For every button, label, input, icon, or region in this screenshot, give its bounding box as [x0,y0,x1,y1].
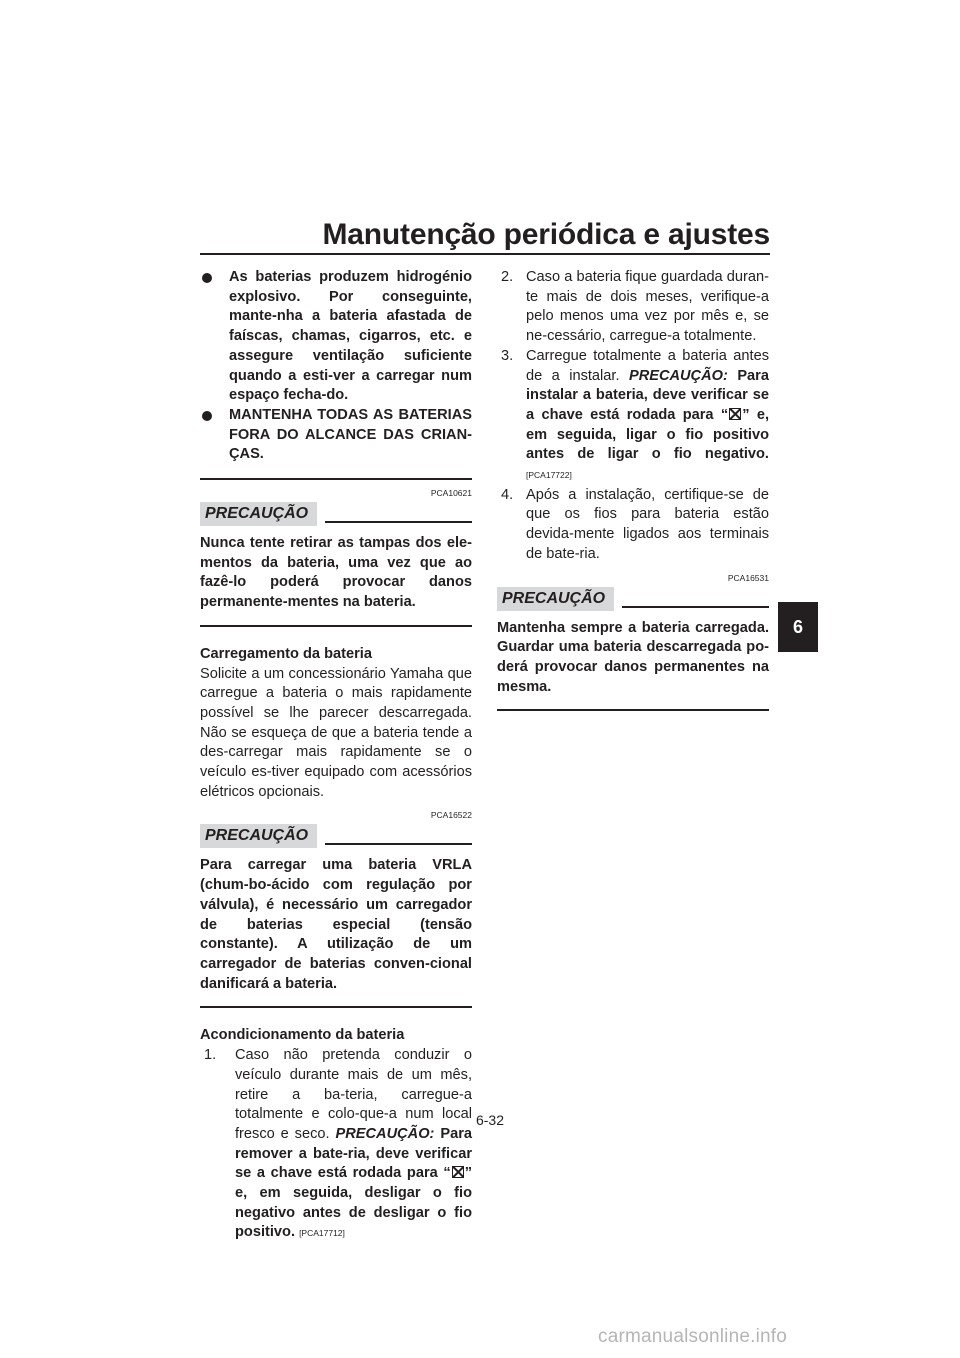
storage-step-3 [497,347,769,486]
step-number: 3. [501,347,514,364]
caution-code: PCA16531 [727,572,769,583]
bullet-dot-icon [202,273,212,283]
watermark: carmanualsonline.info [598,1326,788,1347]
caution-header-rule [325,521,472,523]
step-number: 1. [204,1047,217,1064]
step-caution-text-b: ” e, em seguida, desligar o fio negativo antes de desligar o fio positivo. [235,1165,472,1241]
section-heading-charging: Carregamento da bateria [200,645,372,662]
warning-bullet-hydrogen [200,268,472,406]
caution-header [497,587,769,611]
chapter-tab: 6 [778,602,818,652]
caution-header-rule [622,606,769,608]
storage-step-4 [497,486,769,565]
caution-label: PRECAUÇÃO [200,824,317,848]
step-caution-text-b: ” e, em seguida, ligar o fio positivo antes de ligar o fio negativo. [526,406,769,463]
step-caution-text-a: Para remover a bate-ria, deve verificar se a chave está rodada para “ [235,1125,472,1182]
caution-header [200,502,472,526]
caution-header [200,824,472,848]
step-code: [PCA17722] [526,470,572,481]
caution-header-rule [325,843,472,845]
warning-bullet-children [200,406,472,465]
page-title: Manutenção periódica e ajustes [322,218,770,251]
step-text: Após a instalação, certifique-se de que os fios para bateria estão devida-mente ligados aos terminais de bate-ria. [526,486,769,562]
step-code: [PCA17712] [299,1228,345,1239]
key-off-icon [729,408,741,420]
bullet-text: MANTENHA TODAS AS BATERIAS FORA DO ALCANCE DAS CRIAN-ÇAS. [229,406,472,463]
step-caution-text-a: Para instalar a bateria, deve verificar se a chave está rodada para “ [526,367,769,423]
step-number: 4. [501,486,514,503]
step-caution-label: PRECAUÇÃO: [628,367,728,384]
header-rule [200,253,770,255]
step-number: 2. [501,269,514,285]
key-off-icon [452,1166,464,1178]
step-text: Carregue totalmente a bateria antes de a instalar. [526,347,769,384]
page-number: 6-32 [475,1112,505,1128]
storage-step-2 [497,268,769,347]
bullet-text: As baterias produzem hidrogénio explosivo. Por conseguinte, mante-nha a bateria afastada de faíscas, chamas, cigarros, etc. e assegure ventilação suficiente quando a esti-ver a carregar num espaço fecha-do. [229,269,472,404]
caution-text: Mantenha sempre a bateria carregada. Guardar uma bateria descarregada po-derá provocar danos permanentes na mesma. [497,619,769,695]
caution-label: PRECAUÇÃO [200,502,317,526]
caution-code: PCA10621 [430,488,472,499]
step-text: Caso não pretenda conduzir o veículo durante mais de um mês, retire a ba-teria, carregue-a totalmente e colo-que-a num local fresco e seco. [235,1047,472,1142]
caution-label: PRECAUÇÃO [497,587,614,611]
section-heading-storage: Acondicionamento da bateria [200,1027,405,1044]
caution-text: Para carregar uma bateria VRLA (chum-bo-ácido com regulação por válvula), é necessário um carregador de baterias especial (tensão constante). A utilização de um carregador de baterias conven-cional danificará a bateria. [200,857,472,992]
caution-end-rule [200,625,472,627]
section-rule [200,478,472,480]
right-column [497,268,769,711]
caution-code: PCA16522 [430,810,472,821]
caution-end-rule [497,709,769,711]
caution-text: Nunca tente retirar as tampas dos ele-mentos da bateria, uma vez que ao fazê-lo poderá provocar danos permanente-mentes na bateria. [200,535,472,611]
caution-end-rule [200,1006,472,1008]
left-column [200,268,472,1244]
bullet-dot-icon [202,411,212,421]
storage-step-1 [200,1046,472,1244]
charging-paragraph: Solicite a um concessionário Yamaha que carregue a bateria o mais rapidamente possível se lhe parecer descarregada. Não se esqueça de que a bateria tende a des-carregar mais rapidamente se o veículo es-tiver equipado com acessórios elétricos opcionais. [200,665,472,800]
step-text: Caso a bateria fique guardada duran-te mais de dois meses, verifique-a pelo menos uma vez por mês e, se ne-cessário, carregue-a totalmente. [526,269,769,345]
step-caution-label: PRECAUÇÃO: [335,1125,435,1142]
